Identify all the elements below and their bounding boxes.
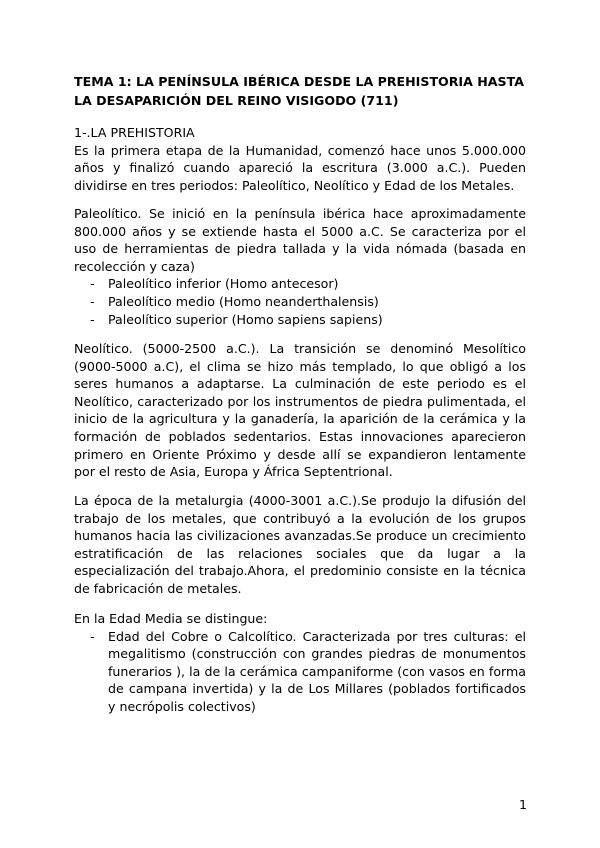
prehistoria-paragraph: Es la primera etapa de la Humanidad, comenzó hace unos 5.000.000 años y finalizó cuando apareció la escritura (3.000 a.C.). Pueden dividirse en tres periodos: Paleolítico, Neolítico y Edad de los Metales. (74, 142, 526, 193)
document-title: TEMA 1: LA PENÍNSULA IBÉRICA DESDE LA PREHISTORIA HASTA LA DESAPARICIÓN DEL REINO VISIGODO (711) (74, 74, 524, 108)
section-neolitico (74, 340, 526, 481)
list-dash: - (90, 276, 95, 292)
metalurgia-paragraph: La época de la metalurgia (4000-3001 a.C.).Se produjo la difusión del trabajo de los metales, que contribuyó a la evolución de los grupos humanos hacia las civilizaciones avanzadas.Se produce un crecimiento estratificación de las relaciones sociales que da lugar a la especialización del trabajo.Ahora, el predominio consiste en la técnica de fabricación de metales. (74, 493, 526, 596)
list-item: - Paleolítico medio (Homo neanderthalensis) (90, 293, 379, 309)
edad-media-list (74, 628, 526, 716)
neolitico-paragraph: Neolítico. (5000-2500 a.C.). La transición se denominó Mesolítico (9000-5000 a.C), el clima se hizo más templado, lo que obligó a los seres humanos a adaptarse. La culminación de este periodo es el Neolítico, caracterizado por los instrumentos de piedra pulimentada, el inicio de la agricultura y la ganadería, la aparición de la cerámica y la formación de poblados sedentarios. Estas innovaciones aparecieron primero en Oriente Próximo y desde allí se expandieron lentamente por el resto de Asia, Europa y África Septentrional. (74, 341, 526, 480)
paleolitico-list (74, 275, 526, 328)
list-item: - Edad del Cobre o Calcolítico. Caracterizada por tres culturas: el megalitismo (construcción con grandes piedras de monumentos funerarios ), la de la cerámica campaniforme (con vasos en forma de campana invertida) y la de Los Millares (poblados fortificados y necrópolis colectivos) (90, 628, 526, 714)
list-item: - Paleolítico superior (Homo sapiens sapiens) (90, 311, 383, 327)
edad-media-intro: En la Edad Media se distingue: (74, 611, 268, 626)
page-number: 1 (518, 797, 527, 812)
section-prehistoria (74, 124, 526, 194)
section-edad-media (74, 610, 526, 716)
paleolitico-paragraph: Paleolítico. Se inició en la península ibérica hace aproximadamente 800.000 años y se extiende hasta el 5000 a.C. Se caracteriza por el uso de herramientas de piedra tallada y la vida nómada (basada en recolección y caza) (74, 206, 526, 274)
section-heading: 1-.LA PREHISTORIA (74, 125, 195, 140)
section-paleolitico (74, 205, 526, 328)
section-metalurgia (74, 492, 526, 598)
list-dash: - (90, 311, 95, 327)
list-dash: - (90, 293, 95, 309)
list-dash: - (90, 628, 95, 644)
list-item: - Paleolítico inferior (Homo antecesor) (90, 276, 339, 292)
